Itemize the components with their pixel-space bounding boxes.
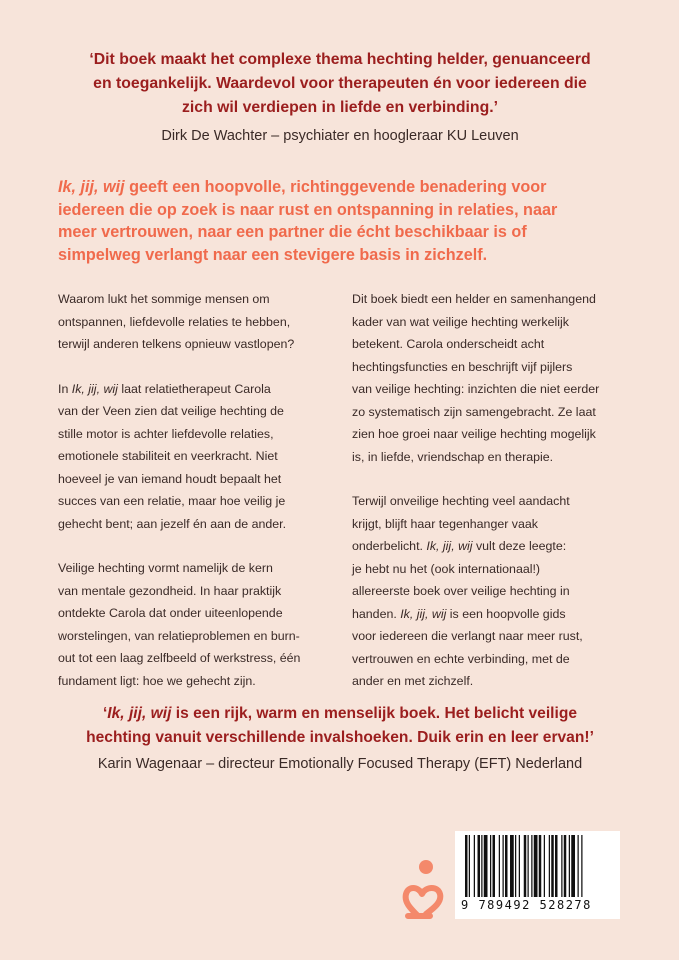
bottom-quote-attribution: Karin Wagenaar – directeur Emotionally Focused Therapy (EFT) Nederland — [97, 756, 583, 772]
text-line: kader van wat veilige hechting werkelijk — [352, 314, 569, 329]
barcode-bar — [499, 835, 500, 897]
barcode-bar — [465, 835, 468, 897]
text-line: zien hoe groei naar veilige hechting mogelijk — [352, 427, 596, 441]
text-line: ander en met zichzelf. — [352, 674, 474, 688]
barcode-bar — [544, 835, 545, 897]
text-line: betekent. Carola onderscheidt acht — [352, 337, 545, 351]
text-line: van veilige hechting: inzichten die niet eerder — [352, 382, 600, 396]
text-line: Dit boek biedt een helder en samenhangend — [352, 292, 596, 306]
text-line: allereerste boek over veilige hechting in — [352, 584, 570, 598]
text-line: terwijl anderen telkens opnieuw vastlopen? — [58, 337, 295, 351]
text-line: stille motor is achter liefdevolle relaties, — [58, 426, 274, 441]
barcode-bar — [569, 835, 570, 897]
text-line: ontspannen, liefdevolle relaties te hebben, — [58, 314, 291, 329]
barcode-bar — [515, 835, 516, 897]
book-title: Ik, jij, wij — [58, 178, 125, 196]
barcode-bar — [534, 835, 538, 897]
text-line: zo systematisch zijn samengebracht. Ze laat — [352, 404, 596, 419]
barcode-bar — [551, 835, 554, 897]
text-line: In — [58, 381, 72, 396]
barcode-bar — [503, 835, 504, 897]
intro-line: iedereen die op zoek is naar rust en ontspanning in relaties, naar — [58, 200, 558, 219]
barcode-bar — [549, 835, 550, 897]
barcode-bar — [519, 835, 520, 897]
paragraph — [58, 288, 344, 356]
text-line: fundament ligt: hoe we gehecht zijn. — [58, 673, 256, 688]
barcode-bar — [478, 835, 481, 897]
intro-line: meer vertrouwen, naar een partner die écht beschikbaar is of — [58, 223, 527, 241]
text-line: out tot een laag zelfbeeld of werkstress, één — [58, 651, 301, 665]
intro-blurb — [58, 176, 638, 266]
bottom-quote-line — [40, 702, 640, 726]
text-line: Waarom lukt het sommige mensen om — [58, 292, 270, 306]
barcode-bar — [469, 835, 470, 897]
intro-line — [58, 176, 638, 199]
barcode-bar — [524, 835, 527, 897]
text-line: Veilige hechting vormt namelijk de kern — [58, 561, 273, 575]
top-quote — [40, 48, 640, 120]
text-line: worstelingen, van relatieproblemen en burn- — [58, 628, 300, 643]
barcode-bar — [581, 835, 582, 897]
barcode-number: 9 789492 528278 — [461, 898, 592, 912]
barcode-bar — [481, 835, 482, 897]
text-line: hechtingsfuncties en beschrijft vijf pijlers — [352, 359, 573, 374]
barcode-bar — [561, 835, 562, 897]
text-line: van mentale gezondheid. In haar praktijk — [58, 583, 282, 598]
barcode-bar — [571, 835, 575, 897]
barcode — [455, 831, 620, 919]
barcode-bar — [578, 835, 579, 897]
text-line: vult deze leegte: — [472, 539, 567, 553]
top-quote-attribution: Dirk De Wachter – psychiater en hoogleraar KU Leuven — [161, 128, 519, 144]
text-line: handen. — [352, 606, 401, 621]
text-line: gehecht bent; aan jezelf én aan de ander. — [58, 516, 287, 531]
intro-line-text: geeft een hoopvolle, richtinggevende benadering voor — [124, 178, 547, 196]
text-line: vertrouwen en echte verbinding, met de — [352, 651, 570, 666]
book-title: Ik, jij, wij — [107, 705, 172, 722]
paragraph — [352, 490, 642, 693]
paragraph — [58, 557, 344, 692]
intro-line: simpelweg verlangt naar een stevigere basis in zichzelf. — [58, 245, 488, 264]
barcode-bar — [555, 835, 558, 897]
text-line: krijgt, blijft haar tegenhanger vaak — [352, 516, 538, 531]
right-column — [352, 288, 642, 715]
text-line: onderbelicht. — [352, 539, 427, 553]
barcode-bar — [510, 835, 514, 897]
paragraph — [58, 378, 344, 536]
barcode-bar — [539, 835, 542, 897]
text-line: hoeveel je van iemand houdt bepaalt het — [58, 471, 282, 486]
barcode-bar — [531, 835, 532, 897]
text-line: laat relatietherapeut Carola — [117, 381, 271, 396]
barcode-bar — [564, 835, 567, 897]
book-title: Ik, jij, wij — [71, 381, 118, 396]
bottom-quote-line: hechting vanuit verschillende invalshoeken. Duik erin en leer ervan!’ — [86, 729, 594, 746]
person-heart-logo-icon — [400, 858, 450, 920]
text-line: Terwijl onveilige hechting veel aandacht — [352, 494, 570, 508]
paragraph — [352, 288, 642, 468]
barcode-bar — [505, 835, 508, 897]
barcode-bars — [463, 835, 613, 897]
left-column — [58, 288, 344, 714]
barcode-bar — [474, 835, 475, 897]
text-line: voor iedereen die verlangt naar meer rust, — [352, 629, 583, 643]
barcode-bar — [490, 835, 491, 897]
barcode-bar — [528, 835, 529, 897]
text-line: is een hoopvolle gids — [446, 606, 566, 621]
text-line: is, in liefde, vriendschap en therapie. — [352, 449, 554, 464]
bottom-quote-text: is een rijk, warm en menselijk boek. Het belicht veilige — [171, 705, 578, 722]
barcode-bar — [484, 835, 488, 897]
bottom-quote — [40, 702, 640, 750]
text-line: emotionele stabiliteit en veerkracht. Niet — [58, 449, 278, 463]
quote-mark: ‘ — [102, 705, 108, 722]
book-title: Ik, jij, wij — [400, 606, 447, 621]
book-title: Ik, jij, wij — [426, 539, 473, 553]
barcode-bar — [493, 835, 496, 897]
top-quote-line: en toegankelijk. Waardevol voor therapeuten én voor iedereen die — [93, 75, 587, 92]
text-line: van der Veen zien dat veilige hechting de — [58, 404, 284, 418]
text-line: succes van een relatie, maar hoe veilig je — [58, 494, 286, 508]
text-line: je hebt nu het (ook internationaal!) — [352, 561, 541, 576]
text-line: ontdekte Carola dat onder uiteenlopende — [58, 606, 283, 620]
top-quote-line: zich wil verdiepen in liefde en verbinding.’ — [182, 99, 498, 116]
top-quote-line: ‘Dit boek maakt het complexe thema hechting helder, genuanceerd — [89, 51, 591, 68]
